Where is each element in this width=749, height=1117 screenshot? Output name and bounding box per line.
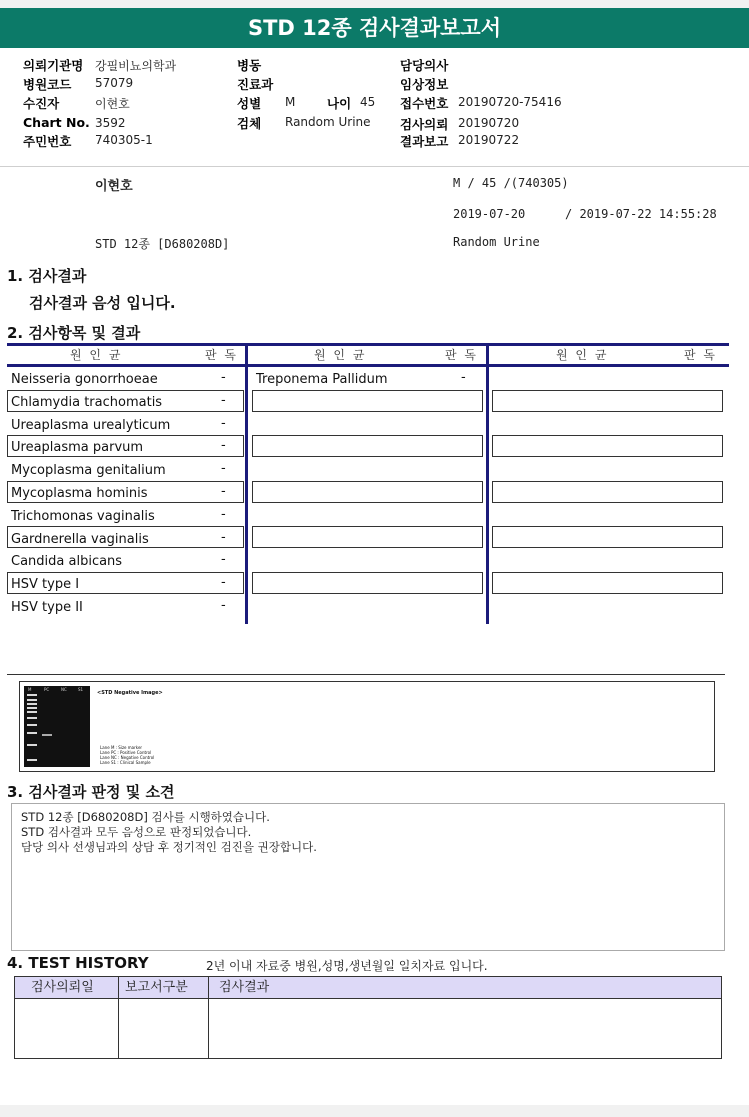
pathogen-name: Chlamydia trachomatis: [11, 395, 163, 410]
pathogen-result: -: [221, 530, 226, 545]
resident-no-label: 주민번호: [23, 134, 72, 149]
chart-no-value: 3592: [95, 116, 126, 130]
request-date-value: 20190720: [458, 116, 520, 130]
empty-row-box: [252, 390, 483, 412]
pathogen-result: -: [221, 370, 226, 385]
receipt-no-value: 20190720-75416: [458, 95, 562, 109]
bottom-strip: [0, 1105, 749, 1117]
chart-no-label: Chart No.: [23, 115, 90, 130]
section-divider: [7, 674, 725, 675]
empty-row-box: [492, 572, 723, 594]
history-col-result: 검사결과: [219, 980, 270, 995]
section-3-title: 3. 검사결과 판정 및 소견: [7, 783, 175, 801]
date-reported: / 2019-07-22 14:55:28: [565, 207, 717, 221]
pathogen-result: -: [221, 416, 226, 431]
result-summary: 검사결과 음성 입니다.: [29, 294, 176, 312]
empty-row-box: [252, 435, 483, 457]
pathogen-result: -: [221, 552, 226, 567]
pathogen-result: -: [221, 461, 226, 476]
gel-lane-label: S1: [78, 687, 84, 692]
col1-judgment-header: 판 독: [205, 348, 238, 362]
gel-legend: [100, 745, 154, 765]
hospital-label: 의뢰기관명: [23, 58, 84, 73]
pathogen-result: -: [221, 598, 226, 613]
pathogen-name: HSV type I: [11, 577, 80, 592]
gel-electrophoresis-image: [24, 686, 90, 767]
test-code: STD 12종 [D680208D]: [95, 237, 230, 251]
col2-judgment-header: 판 독: [445, 348, 478, 362]
specimen-value: Random Urine: [285, 115, 371, 129]
pathogen-name: Gardnerella vaginalis: [11, 532, 149, 547]
history-col-report-type: 보고서구분: [125, 980, 188, 995]
comment-line: 담당 의사 선생님과의 상담 후 정기적인 검진을 권장합니다.: [21, 840, 317, 854]
resident-no-value: 740305-1: [95, 133, 153, 147]
department-label: 진료과: [237, 77, 274, 92]
pathogen-result: -: [221, 575, 226, 590]
specimen-label: 검체: [237, 116, 262, 131]
pathogen-name: Trichomonas vaginalis: [11, 509, 155, 524]
examinee-value: 이현호: [95, 97, 130, 111]
col2-pathogen-header: 원 인 균: [314, 348, 367, 362]
table-header-rule: [7, 364, 729, 367]
hospital-code-value: 57079: [95, 76, 134, 90]
pathogen-name: Mycoplasma genitalium: [11, 463, 166, 478]
history-col-divider: [118, 977, 119, 1058]
report-title: STD 12종 검사결과보고서: [0, 8, 749, 48]
request-date-label: 검사의뢰: [400, 117, 449, 132]
empty-row-box: [492, 481, 723, 503]
specimen-summary: Random Urine: [453, 235, 540, 249]
comment-line: STD 12종 [D680208D] 검사를 시행하였습니다.: [21, 810, 270, 824]
gel-lane-label: M: [28, 687, 32, 692]
empty-row-box: [252, 572, 483, 594]
pathogen-result: -: [221, 393, 226, 408]
sex-value: M: [285, 95, 296, 109]
pathogen-result: -: [221, 484, 226, 499]
gel-lane-label: NC: [61, 687, 67, 692]
history-table-header: [15, 977, 721, 999]
patient-sex-age: M / 45 /(740305): [453, 176, 569, 190]
gel-legend-line: Lane M : Size marker: [100, 745, 143, 750]
gel-legend-line: Lane S1 : Clinical Sample: [100, 760, 151, 765]
pathogen-name: Mycoplasma hominis: [11, 486, 148, 501]
section-4-title: 4. TEST HISTORY: [7, 954, 149, 972]
pathogen-result: -: [461, 370, 466, 385]
pathogen-result: -: [221, 438, 226, 453]
comment-line: STD 검사결과 모두 음성으로 판정되었습니다.: [21, 825, 252, 839]
history-table: [14, 976, 722, 1059]
pathogen-name: Treponema Pallidum: [256, 372, 388, 387]
col1-pathogen-header: 원 인 균: [70, 348, 123, 362]
pathogen-name: Ureaplasma urealyticum: [11, 418, 171, 433]
history-col-request-date: 검사의뢰일: [31, 980, 94, 995]
gel-caption: <STD Negative Image>: [97, 690, 163, 696]
pathogen-name: Candida albicans: [11, 554, 123, 569]
history-note: 2년 이내 자료중 병원,성명,생년월일 일치자료 입니다.: [206, 959, 488, 973]
comment-box: [11, 803, 725, 951]
col3-judgment-header: 판 독: [684, 348, 717, 362]
pathogen-name: Neisseria gonorrhoeae: [11, 372, 158, 387]
age-value: 45: [360, 95, 376, 109]
top-strip: [0, 0, 749, 8]
age-label: 나이: [327, 96, 352, 111]
pathogen-name: Ureaplasma parvum: [11, 440, 144, 455]
hospital-value: 강필비뇨의학과: [95, 59, 177, 73]
section-2-title: 2. 검사항목 및 결과: [7, 324, 141, 342]
info-divider: [0, 166, 749, 167]
pathogen-name: HSV type II: [11, 600, 83, 615]
report-date-label: 결과보고: [400, 134, 449, 149]
empty-row-box: [492, 526, 723, 548]
gel-lane-label: PC: [44, 687, 50, 692]
examinee-label: 수진자: [23, 96, 60, 111]
table-col-divider-1: [245, 343, 248, 624]
empty-row-box: [492, 435, 723, 457]
date-received: 2019-07-20: [453, 207, 526, 221]
sex-label: 성별: [237, 96, 262, 111]
empty-row-box: [252, 526, 483, 548]
clinical-info-label: 임상정보: [400, 77, 449, 92]
table-col-divider-2: [486, 343, 489, 624]
receipt-no-label: 접수번호: [400, 96, 449, 111]
pathogen-result: -: [221, 507, 226, 522]
doctor-label: 담당의사: [400, 58, 449, 73]
section-1-title: 1. 검사결과: [7, 267, 87, 285]
empty-row-box: [252, 481, 483, 503]
col3-pathogen-header: 원 인 균: [556, 348, 609, 362]
history-col-divider: [208, 977, 209, 1058]
gel-legend-line: Lane PC : Positive Control: [100, 750, 152, 755]
ward-label: 병동: [237, 58, 262, 73]
empty-row-box: [492, 390, 723, 412]
hospital-code-label: 병원코드: [23, 77, 72, 92]
gel-legend-line: Lane NC : Negative Control: [100, 755, 155, 760]
report-date-value: 20190722: [458, 133, 520, 147]
patient-name: 이현호: [95, 179, 133, 194]
